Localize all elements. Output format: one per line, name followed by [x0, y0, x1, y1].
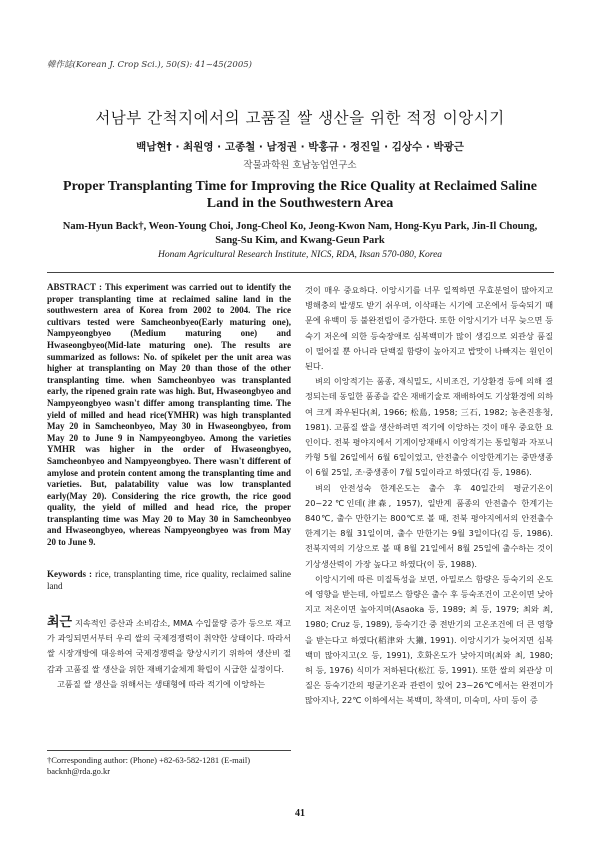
affiliation-korean: 작물과학원 호남농업연구소 [243, 160, 357, 171]
introduction [47, 615, 291, 692]
right-paragraph-2: 벼의 이앙적기는 품종, 재식밀도, 시비조건, 기상환경 등에 의해 결정되는데 동일한 품종을 같은 재배기술로 재배하여도 기상환경에 의하여 크게 좌우된다(최, 1966; 松島, 1958; 三石, 1982; 농촌진흥청, 1981). 고품질 쌀을 생산하려면 적기에 이앙하는 것이 매우 중요한 요인이다. 전북 평야지에서 기계이앙재배시 이앙적기는 통일형과 자포니카형 5월 26일에서 6월 6일이었고, 안전출수 이앙한계기는 중만생종이 6월 25일, 조·중생종이 7월 5일이라고 하였다(김 등, 1986). [305, 376, 553, 478]
title-english: Proper Transplanting Time for Improving the Rice Quality at Reclaimed Saline Land in the Southwestern Area [63, 179, 537, 211]
right-column-text [305, 283, 553, 709]
journal-reference: 韓作誌(Korean J. Crop Sci.), 50(S): 41~45(2005) [47, 60, 252, 70]
keywords-label: Keywords : [47, 569, 93, 579]
right-paragraph-3: 벼의 안전성숙 한계온도는 출수 후 40일간의 평균기온이 20~22℃인데(津森, 1957), 일반계 품종의 안전출수 한계기는 840℃, 출수 만한기는 800℃로 볼 때, 전북 평야지에서의 안전출수 한계기는 8월 31일이며, 출수 만한기는 9월 3일이다(김 등, 1986). 전북지역의 기상으로 볼 때 8월 21일에서 8월 25일에 출수하는 것이 기상생산력이 가장 높다고 하였다(이 등, 1988). [305, 482, 553, 569]
footnote-divider [47, 750, 291, 751]
page-number: 41 [295, 808, 305, 819]
keywords-text: rice, transplanting time, rice quality, reclaimed saline land [47, 569, 292, 591]
keywords [47, 569, 291, 592]
header-divider [47, 272, 554, 273]
intro-paragraph-1 [47, 615, 291, 677]
title-korean: 서남부 간척지에서의 고품질 쌀 생산을 위한 적정 이앙시기 [95, 109, 505, 127]
intro-paragraph-1-text: 지속적인 증산과 소비감소, MMA 수입물량 증가 등으로 재고가 과잉되면서부터 우리 쌀의 국제경쟁력이 취약한 상태이다. 따라서 쌀 시장개방에 대응하여 국제경쟁력을 향상시키기 위하여 생산비 절감과 고품질 쌀 생산을 위한 재배기술체계 확립이 시급한 실정이다. [47, 618, 291, 674]
intro-paragraph-2: 고품질 쌀 생산을 위해서는 생태형에 따라 적기에 이앙하는 [57, 678, 266, 689]
right-paragraph-1: 것이 매우 중요하다. 이앙시기를 너무 일찍하면 무효분얼이 많아지고 병해충의 발생도 받기 쉬우며, 이삭패는 시기에 고온에서 등숙되기 때문에 유백미 등 불완전립이 증가한다. 또한 이앙시기가 너무 늦으면 등숙기 저온에 의한 등숙장애로 심복백미가 많이 생김으로 외관상 품질이 떨어질 뿐 아니라 단백질 함량이 높아지고 밥맛이 나빠지는 원인이 된다. [305, 285, 553, 372]
intro-lead-word: 최근 [47, 615, 73, 630]
abstract: ABSTRACT : This experiment was carried out to identify the proper transplanting time at reclaimed saline land in the southwestern area of Korea from 2002 to 2004. The rice cultivars tested were Samcheonbyeo(Early maturing one), Nampyeongbyeo (Medium maturing one) and Hwaseongbyeo(Mid-late maturing one). The results are summarized as follows: No. of spikelet per the unit area was higher at transplanting on May 20 than those of the other transplanting time. when Samcheonbyeo was transplanted early, the ripened grain rate was high. But, Hwaseongbyeo and Nampyeongbyeo wasn't differ among transplanting time. The yield of milled and head rice(YMHR) was high transplanted May 20 in Samcheonbyeo, May 30 in Hwaseongbyeo, from May 20 to June 9 in Nampyeongbyeo. Among the varieties YMHR was higher in the order of Hwaseongbyeo, Samcheonbyeo and Nampyeongbyeo. There wasn't different of amylose and protein content among the transplanting time and varieties. But, palatability value was low transplanted early(May 20). Considering the rice growth, the rice good quality, the yield of milled and head rice, the proper transplanting time was May 20 to May 30 in Samcheonbyeo and Hwaseongbyeo, whereas Nampyeongbyeo was from May 20 to June 9. [47, 282, 291, 548]
right-paragraph-4: 이앙시기에 따른 미질특성을 보면, 아밀로스 함량은 등숙기의 온도에 영향을 받는데, 아밀로스 함량은 출수 후 등숙조건이 고온이면 낮아지고 저온이면 높아지며(Asaoka 등, 1989; 최 등, 1979; 최와 최, 1980; Cruz 등, 1989), 등숙기간 중 전반기의 고온조건에 더 큰 영향을 받는다고 하였다(稻津와 大獺, 1991). 이앙시기가 늦어지면 심복백미 많아지고(오 등, 1991), 호화온도가 낮아지며(최와 최, 1980; 허 등, 1976) 식미가 저하된다(松江 등, 1991). 또한 쌀의 외관상 미질은 등숙기간의 평균기온과 관련이 있어 23~26℃에서는 완전미가 많아지나, 22℃ 이하에서는 복백미, 착색미, 미숙미, 사미 등이 증 [305, 573, 553, 706]
authors-english: Nam-Hyun Back†, Weon-Young Choi, Jong-Cheol Ko, Jeong-Kwon Nam, Hong-Kyu Park, Jin-Il Choung, Sang-Su Kim, and Kwang-Geun Park [62, 221, 538, 246]
corresponding-author-footnote: †Corresponding author: (Phone) +82-63-582-1281 (E-mail) backnh@rda.go.kr [47, 755, 251, 776]
affiliation-english: Honam Agricultural Research Institute, NICS, RDA, Iksan 570-080, Korea [157, 250, 443, 260]
authors-korean: 백남현† · 최원영 · 고종철 · 남정권 · 박홍규 · 정진일 · 김상수 · 박광근 [136, 141, 464, 153]
